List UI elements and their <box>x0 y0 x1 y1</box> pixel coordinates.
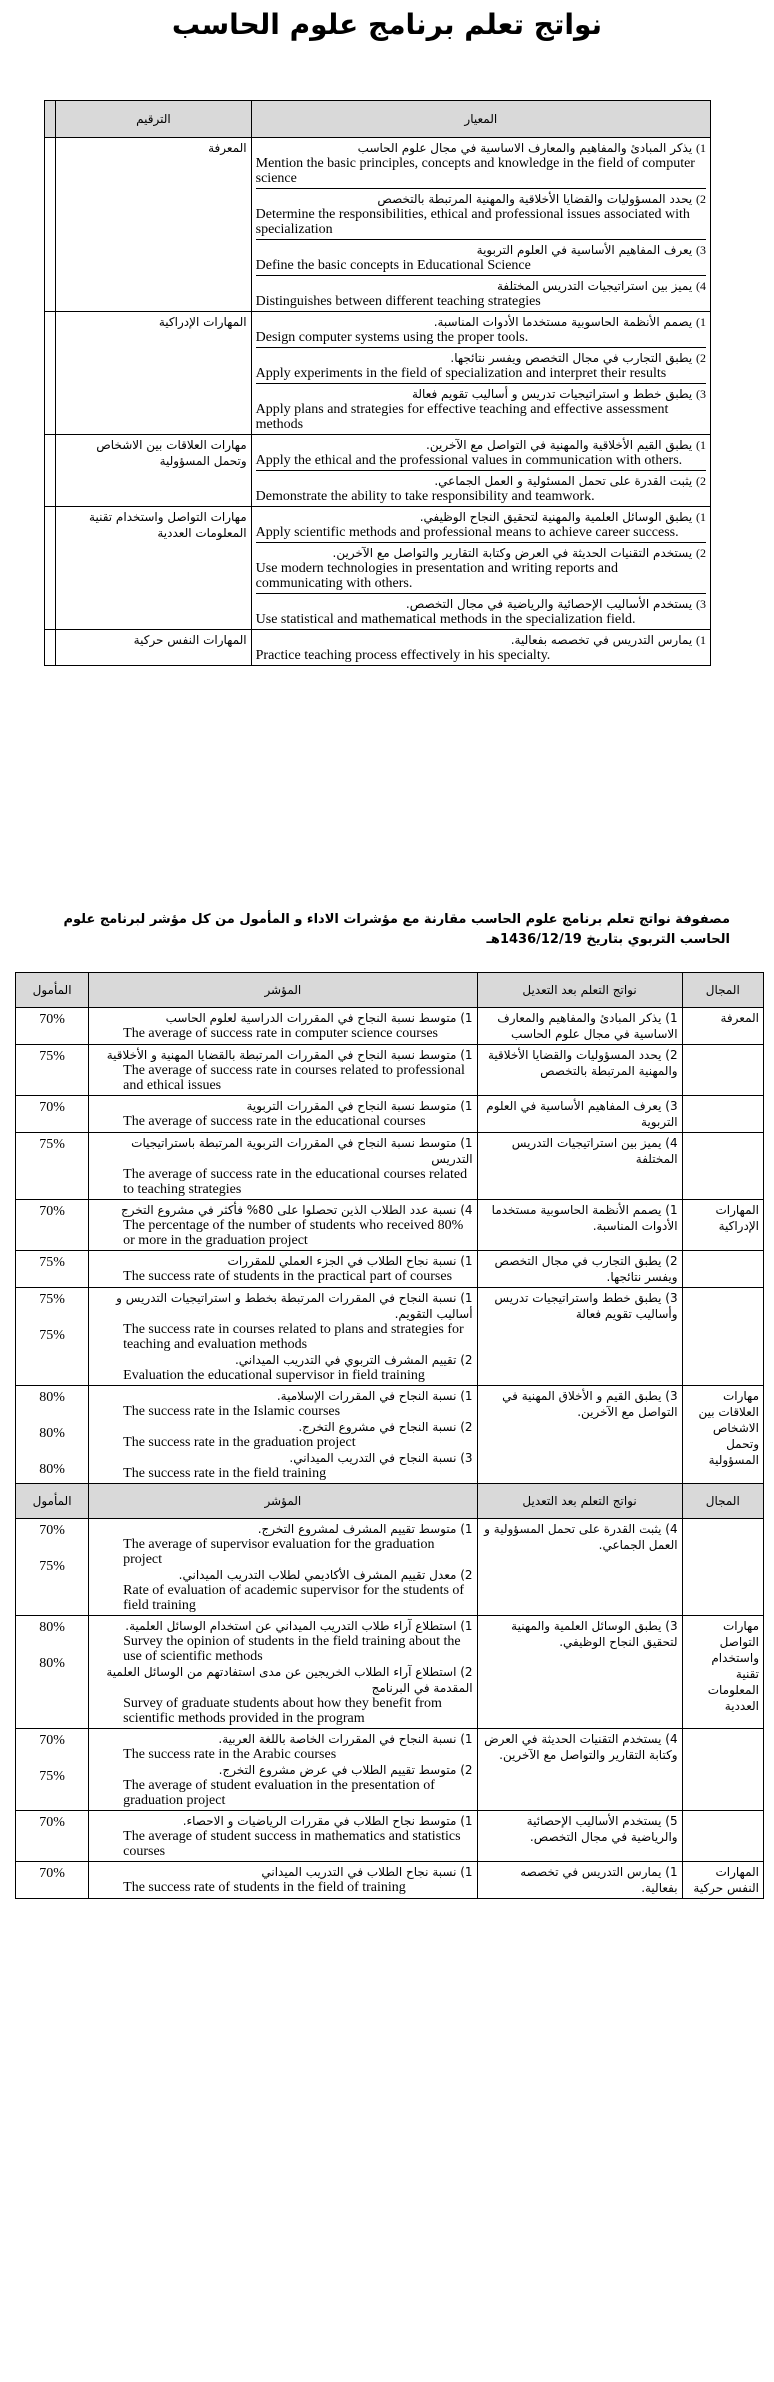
indicator-cell <box>89 1045 477 1096</box>
outcomes-table <box>44 100 711 666</box>
domain-cell <box>682 1288 763 1386</box>
expected-cell <box>16 1729 89 1811</box>
criterion-item <box>256 240 706 276</box>
criterion-number: 1) <box>696 141 706 155</box>
domain-cell <box>682 1519 763 1616</box>
indicator-cell <box>89 1251 477 1288</box>
expected-cell <box>16 1519 89 1616</box>
indicator-arabic: 1) متوسط تقييم المشرف لمشروع التخرج. <box>257 1522 473 1536</box>
criteria-cell <box>251 630 710 666</box>
outcome-cell: 4) يثبت القدرة على تحمل المسؤولية و العمل الجماعي. <box>477 1519 682 1616</box>
matrix-row <box>16 1519 764 1616</box>
header-category: الترقيم <box>56 101 251 138</box>
criterion-item <box>256 435 706 471</box>
expected-value: 70% <box>39 1733 65 1748</box>
indicator-arabic: 2) معدل تقييم المشرف الأكاديمي لطلاب التدريب الميداني. <box>178 1568 473 1582</box>
criteria-cell <box>251 138 710 312</box>
indicator-arabic: 1) نسبة النجاح في المقررات المرتبطة بخطط و استراتيجيات التدريس و أساليب التقويم. <box>116 1291 473 1321</box>
criterion-number: 1) <box>696 510 706 524</box>
matrix-row <box>16 1045 764 1096</box>
indicator-arabic: 1) استطلاع آراء طلاب التدريب الميداني عن استخدام الوسائل العلمية. <box>125 1619 473 1633</box>
spacer-cell <box>45 138 56 312</box>
domain-cell <box>682 1096 763 1133</box>
expected-cell <box>16 1811 89 1862</box>
criterion-item <box>256 348 706 384</box>
criterion-item <box>256 138 706 189</box>
header-criterion: المعيار <box>251 101 710 138</box>
expected-value: 75% <box>39 1328 65 1343</box>
criterion-number: 2) <box>696 192 706 206</box>
indicator-arabic: 2) متوسط تقييم الطلاب في عرض مشروع التخرج. <box>218 1763 473 1777</box>
expected-value: 75% <box>39 1049 65 1064</box>
matrix-row <box>16 1729 764 1811</box>
header-spacer <box>45 101 56 138</box>
indicator-arabic: 1) متوسط نجاح الطلاب في مقررات الرياضيات و الاحصاء. <box>182 1814 473 1828</box>
indicator-english: The percentage of the number of students who received 80% or more in the graduation project <box>123 1218 464 1248</box>
criterion-text-ar: يمارس التدريس في تخصصه بفعالية. <box>510 633 693 647</box>
indicator-cell <box>89 1616 477 1729</box>
criterion-text-ar: يحدد المسؤوليات والقضايا الأخلاقية والمهنية المرتبطة بالتخصص <box>377 192 693 206</box>
expected-value: 75% <box>39 1769 65 1784</box>
domain-cell: المعرفة <box>682 1008 763 1045</box>
indicator-cell <box>89 1133 477 1200</box>
category-cell: المعرفة <box>56 138 251 312</box>
criterion-number: 2) <box>696 546 706 560</box>
indicator-english: Survey the opinion of students in the field training about the use of scientific methods <box>123 1634 461 1664</box>
spacer-cell <box>45 312 56 435</box>
indicator-cell <box>89 1519 477 1616</box>
expected-value: 80% <box>39 1462 65 1477</box>
matrix-row <box>16 1200 764 1251</box>
criterion-text-ar: يطبق القيم الأخلاقية والمهنية في التواصل مع الآخرين. <box>426 438 693 452</box>
indicator-arabic: 2) تقييم المشرف التربوي في التدريب الميداني. <box>234 1353 473 1367</box>
criterion-english: Use modern technologies in presentation and writing reports and communicating with others. <box>255 561 618 591</box>
criterion-arabic <box>256 473 706 489</box>
header-expected: المأمول <box>16 973 89 1008</box>
criterion-number: 4) <box>696 279 706 293</box>
criterion-number: 3) <box>696 387 706 401</box>
criterion-number: 1) <box>696 633 706 647</box>
indicator-english: The average of supervisor evaluation for the graduation project <box>123 1537 435 1567</box>
matrix-row <box>16 1811 764 1862</box>
criterion-item <box>256 276 706 311</box>
criterion-text-ar: يميز بين استراتيجيات التدريس المختلفة <box>496 279 693 293</box>
indicator-arabic: 1) نسبة النجاح في المقررات الإسلامية. <box>276 1389 473 1403</box>
criterion-english: Apply the ethical and the professional values in communication with others. <box>255 453 683 468</box>
indicator-english: The average of student success in mathematics and statistics courses <box>123 1829 461 1859</box>
criterion-arabic <box>256 545 706 561</box>
criterion-item <box>256 471 706 506</box>
expected-value: 80% <box>39 1426 65 1441</box>
criterion-arabic <box>256 596 706 612</box>
expected-cell <box>16 1200 89 1251</box>
criterion-english: Define the basic concepts in Educational Science <box>255 258 531 273</box>
matrix-row <box>16 1133 764 1200</box>
header-outcome: نواتج التعلم بعد التعديل <box>477 973 682 1008</box>
matrix-row <box>16 1862 764 1899</box>
header-indicator-repeat: المؤشر <box>89 1484 477 1519</box>
criterion-english: Use statistical and mathematical methods in the specialization field. <box>255 612 636 627</box>
indicator-english: Rate of evaluation of academic supervisor for the students of field training <box>123 1583 465 1613</box>
criterion-item <box>256 312 706 348</box>
criteria-cell <box>251 312 710 435</box>
criterion-english: Determine the responsibilities, ethical and professional issues associated with specialization <box>255 207 690 237</box>
matrix-row <box>16 1616 764 1729</box>
header-expected-repeat: المأمول <box>16 1484 89 1519</box>
criteria-group-row <box>45 507 711 630</box>
matrix-row <box>16 1386 764 1484</box>
criterion-english: Mention the basic principles, concepts and knowledge in the field of computer science <box>255 156 695 186</box>
indicator-arabic: 3) نسبة النجاح في التدريب الميداني. <box>289 1451 473 1465</box>
indicator-english: The average of success rate in the educational courses related to teaching strategies <box>123 1167 468 1197</box>
indicator-arabic: 2) نسبة النجاح في مشروع التخرج. <box>298 1420 473 1434</box>
spacer-cell <box>45 630 56 666</box>
matrix-heading-line2: الحاسب التربوي بتاريخ 1436/12/19هـ <box>486 932 730 947</box>
criterion-english: Apply experiments in the field of specialization and interpret their results <box>255 366 667 381</box>
criterion-english: Distinguishes between different teaching strategies <box>255 294 541 309</box>
criteria-group-row <box>45 138 711 312</box>
outcome-cell: 2) يطبق التجارب في مجال التخصص ويفسر نتائجها. <box>477 1251 682 1288</box>
criterion-text-ar: يصمم الأنظمة الحاسوبية مستخدما الأدوات المناسبة. <box>433 315 693 329</box>
outcome-cell: 3) يعرف المفاهيم الأساسية في العلوم التربوية <box>477 1096 682 1133</box>
domain-cell <box>682 1045 763 1096</box>
expected-cell <box>16 1096 89 1133</box>
criterion-arabic <box>256 437 706 453</box>
expected-cell <box>16 1133 89 1200</box>
criterion-item <box>256 189 706 240</box>
expected-value: 75% <box>39 1559 65 1574</box>
criterion-arabic <box>256 386 706 402</box>
criterion-arabic <box>256 314 706 330</box>
outcome-cell: 1) يصمم الأنظمة الحاسوبية مستخدما الأدوات المناسبة. <box>477 1200 682 1251</box>
criterion-text-ar: يذكر المبادئ والمفاهيم والمعارف الاساسية في مجال علوم الحاسب <box>357 141 693 155</box>
domain-cell <box>682 1811 763 1862</box>
indicator-cell <box>89 1729 477 1811</box>
indicator-english: The average of student evaluation in the presentation of graduation project <box>123 1778 435 1808</box>
criterion-text-ar: يطبق التجارب في مجال التخصص ويفسر نتائجها. <box>450 351 693 365</box>
criterion-number: 3) <box>696 597 706 611</box>
indicator-english: The average of success rate in computer science courses <box>123 1026 438 1041</box>
matrix-row <box>16 1251 764 1288</box>
expected-value: 70% <box>39 1866 65 1881</box>
expected-value: 70% <box>39 1204 65 1219</box>
indicator-english: Evaluation the educational supervisor in field training <box>123 1368 425 1383</box>
criterion-arabic <box>256 350 706 366</box>
indicator-cell <box>89 1096 477 1133</box>
indicator-arabic: 1) متوسط نسبة النجاح في المقررات التربوية <box>246 1099 473 1113</box>
criteria-cell <box>251 435 710 507</box>
criterion-english: Demonstrate the ability to take responsibility and teamwork. <box>255 489 595 504</box>
indicator-english: The success rate of students in the field of training <box>123 1880 406 1895</box>
criterion-text-ar: يستخدم التقنيات الحديثة في العرض وكتابة التقارير والتواصل مع الآخرين. <box>332 546 693 560</box>
criterion-number: 2) <box>696 474 706 488</box>
expected-cell <box>16 1045 89 1096</box>
indicator-english: The success rate of students in the practical part of courses <box>123 1269 453 1284</box>
criterion-item <box>256 594 706 629</box>
criteria-group-row <box>45 435 711 507</box>
criterion-number: 2) <box>696 351 706 365</box>
criterion-number: 3) <box>696 243 706 257</box>
category-cell: مهارات العلاقات بين الاشخاص وتحمل المسؤولية <box>56 435 251 507</box>
criterion-text-ar: يطبق الوسائل العلمية والمهنية لتحقيق النجاح الوظيفي. <box>419 510 693 524</box>
matrix-row <box>16 1096 764 1133</box>
expected-cell <box>16 1616 89 1729</box>
matrix-row <box>16 1008 764 1045</box>
indicator-arabic: 1) نسبة النجاح في المقررات الخاصة باللغة العربية. <box>218 1732 473 1746</box>
domain-cell: المهارات النفس حركية <box>682 1862 763 1899</box>
matrix-heading <box>60 910 730 950</box>
indicator-cell <box>89 1862 477 1899</box>
indicator-arabic: 1) نسبة نجاح الطلاب في التدريب الميداني <box>261 1865 473 1879</box>
indicator-arabic: 4) نسبة عدد الطلاب الذين تحصلوا على 80% فأكثر في مشروع التخرج <box>120 1203 473 1217</box>
expected-value: 80% <box>39 1656 65 1671</box>
criterion-arabic <box>256 140 706 156</box>
header-indicator: المؤشر <box>89 973 477 1008</box>
indicator-english: The success rate in the Islamic courses <box>123 1404 341 1419</box>
category-cell: المهارات النفس حركية <box>56 630 251 666</box>
expected-cell <box>16 1251 89 1288</box>
indicator-arabic: 1) نسبة نجاح الطلاب في الجزء العملي للمقررات <box>227 1254 473 1268</box>
category-cell: المهارات الإدراكية <box>56 312 251 435</box>
criteria-group-row <box>45 630 711 666</box>
domain-cell: مهارات التواصل واستخدام تقنية المعلومات العددية <box>682 1616 763 1729</box>
outcome-cell: 4) يستخدم التقنيات الحديثة في العرض وكتابة التقارير والتواصل مع الآخرين. <box>477 1729 682 1811</box>
indicator-arabic: 1) متوسط نسبة النجاح في المقررات التربوية المرتبطة باستراتيجيات التدريس <box>131 1136 473 1166</box>
header-domain-repeat: المجال <box>682 1484 763 1519</box>
criterion-item <box>256 543 706 594</box>
indicator-cell <box>89 1288 477 1386</box>
indicator-arabic: 1) متوسط نسبة النجاح في المقررات المرتبطة بالقضايا المهنية و الأخلاقية <box>106 1048 473 1062</box>
indicator-english: The success rate in the graduation project <box>123 1435 356 1450</box>
criterion-english: Design computer systems using the proper tools. <box>255 330 529 345</box>
matrix-heading-line1: مصفوفة نواتج تعلم برنامج علوم الحاسب مقارنة مع مؤشرات الاداء و المأمول من كل مؤشر لبرنامج علوم <box>63 912 730 927</box>
criterion-arabic <box>256 509 706 525</box>
outcome-cell: 3) يطبق خطط واستراتيجيات تدريس وأساليب تقويم فعالة <box>477 1288 682 1386</box>
criterion-text-ar: يطبق خطط و استراتيجيات تدريس و أساليب تقويم فعالة <box>411 387 693 401</box>
domain-cell <box>682 1251 763 1288</box>
outcome-cell: 3) يطبق الوسائل العلمية والمهنية لتحقيق النجاح الوظيفي. <box>477 1616 682 1729</box>
criterion-text-ar: يستخدم الأساليب الإحصائية والرياضية في مجال التخصص. <box>405 597 693 611</box>
domain-cell <box>682 1729 763 1811</box>
expected-cell <box>16 1288 89 1386</box>
criteria-group-row <box>45 312 711 435</box>
expected-cell <box>16 1008 89 1045</box>
expected-value: 80% <box>39 1620 65 1635</box>
criterion-text-ar: يعرف المفاهيم الأساسية في العلوم التربوية <box>476 243 693 257</box>
indicator-english: The average of success rate in courses related to professional and ethical issues <box>123 1063 465 1093</box>
spacer-cell <box>45 435 56 507</box>
expected-value: 70% <box>39 1012 65 1027</box>
expected-value: 70% <box>39 1100 65 1115</box>
expected-cell <box>16 1386 89 1484</box>
spacer-cell <box>45 507 56 630</box>
indicator-cell <box>89 1200 477 1251</box>
criterion-arabic <box>256 632 706 648</box>
indicator-cell <box>89 1008 477 1045</box>
expected-value: 80% <box>39 1390 65 1405</box>
criterion-text-ar: يثبت القدرة على تحمل المسئولية و العمل الجماعي. <box>434 474 693 488</box>
header-outcome-repeat: نواتج التعلم بعد التعديل <box>477 1484 682 1519</box>
criteria-cell <box>251 507 710 630</box>
criterion-english: Apply plans and strategies for effective teaching and effective assessment methods <box>255 402 669 432</box>
outcome-cell: 1) يذكر المبادئ والمفاهيم والمعارف الاساسية في مجال علوم الحاسب <box>477 1008 682 1045</box>
matrix-table <box>15 972 764 1899</box>
expected-value: 75% <box>39 1255 65 1270</box>
expected-value: 75% <box>39 1137 65 1152</box>
indicator-english: The success rate in the field training <box>123 1466 327 1481</box>
criterion-arabic <box>256 191 706 207</box>
criterion-number: 1) <box>696 315 706 329</box>
page-title: نواتج تعلم برنامج علوم الحاسب <box>171 8 603 41</box>
indicator-english: The average of success rate in the educational courses <box>123 1114 426 1129</box>
criterion-arabic <box>256 242 706 258</box>
expected-value: 70% <box>39 1815 65 1830</box>
criterion-english: Practice teaching process effectively in his specialty. <box>255 648 551 663</box>
outcome-cell: 4) يميز بين استراتيجيات التدريس المختلفة <box>477 1133 682 1200</box>
indicator-english: Survey of graduate students about how they benefit from scientific methods provided in the program <box>123 1696 442 1726</box>
outcome-cell: 2) يحدد المسؤوليات والقضايا الأخلاقية والمهنية المرتبطة بالتخصص <box>477 1045 682 1096</box>
indicator-english: The success rate in the Arabic courses <box>123 1747 337 1762</box>
criterion-number: 1) <box>696 438 706 452</box>
indicator-cell <box>89 1811 477 1862</box>
criterion-english: Apply scientific methods and professional means to achieve career success. <box>255 525 679 540</box>
domain-cell: مهارات العلاقات بين الاشخاص وتحمل المسؤولية <box>682 1386 763 1484</box>
expected-cell <box>16 1862 89 1899</box>
category-cell: مهارات التواصل واستخدام تقنية المعلومات العددية <box>56 507 251 630</box>
indicator-cell <box>89 1386 477 1484</box>
expected-value: 70% <box>39 1523 65 1538</box>
indicator-english: The success rate in courses related to plans and strategies for teaching and evaluation methods <box>123 1322 464 1352</box>
expected-value: 75% <box>39 1292 65 1307</box>
domain-cell <box>682 1133 763 1200</box>
outcome-cell: 3) يطبق القيم و الأخلاق المهنية في التواصل مع الآخرين. <box>477 1386 682 1484</box>
outcome-cell: 1) يمارس التدريس في تخصصه بفعالية. <box>477 1862 682 1899</box>
matrix-row <box>16 1288 764 1386</box>
outcome-cell: 5) يستخدم الأساليب الإحصائية والرياضية في مجال التخصص. <box>477 1811 682 1862</box>
indicator-arabic: 1) متوسط نسبة النجاح في المقررات الدراسية لعلوم الحاسب <box>165 1011 473 1025</box>
criterion-item <box>256 384 706 434</box>
indicator-arabic: 2) استطلاع آراء الطلاب الخريجين عن مدى استفادتهم من الوسائل العلمية المقدمة في البرنامج <box>106 1665 473 1695</box>
criterion-item <box>256 630 706 665</box>
criterion-arabic <box>256 278 706 294</box>
criterion-item <box>256 507 706 543</box>
domain-cell: المهارات الإدراكية <box>682 1200 763 1251</box>
header-domain: المجال <box>682 973 763 1008</box>
